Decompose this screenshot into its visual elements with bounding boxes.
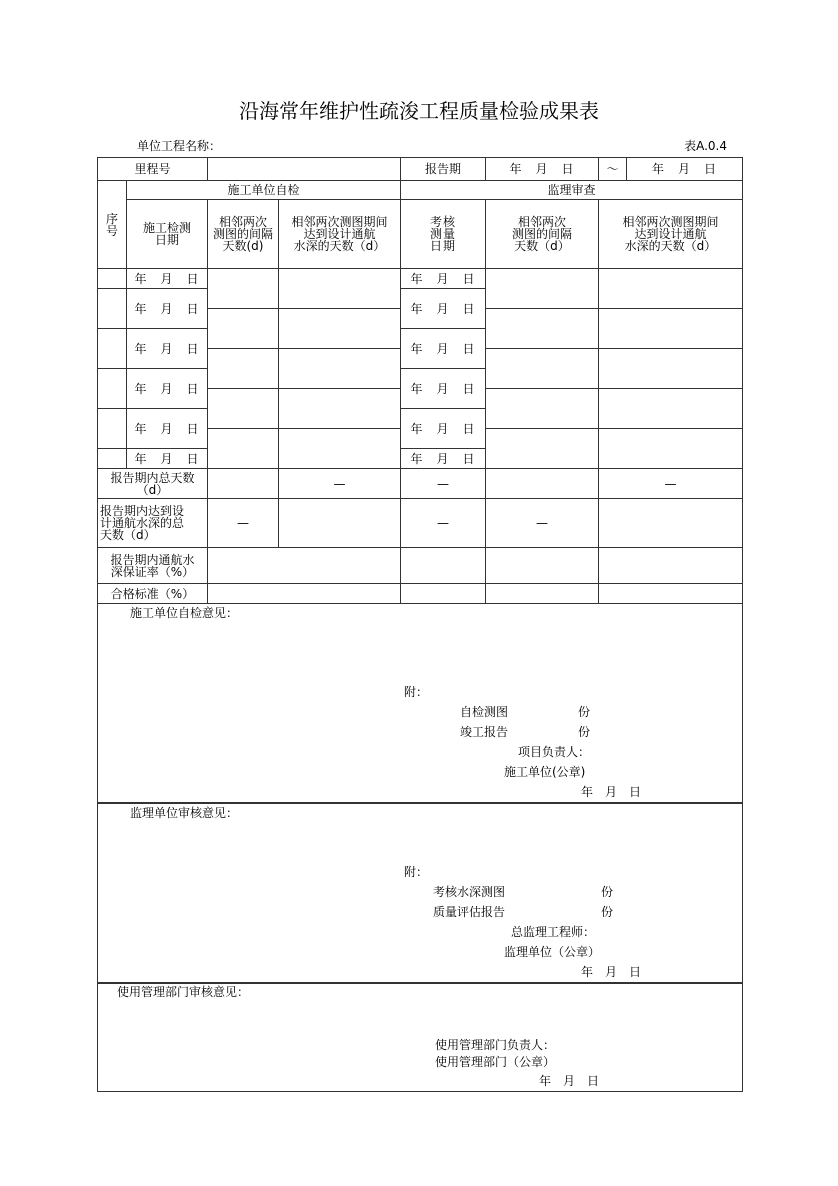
supervisor-date-cell[interactable]: 年 月 日 (400, 368, 486, 409)
contractor-days-cell[interactable] (278, 348, 401, 389)
supervisor-attach-copies1: 份 (601, 885, 614, 899)
standard-cell[interactable] (400, 583, 486, 604)
contractor-interval-cell[interactable] (207, 428, 279, 469)
supervisor-attach-item2: 质量评估报告 (433, 905, 506, 919)
col-contractor-date: 施工检测 日期 (126, 199, 208, 269)
col-supervisor-interval: 相邻两次 测图的间隔 天数（d） (485, 199, 599, 269)
total-days-label: 报告期内总天数 （d） (97, 468, 208, 499)
contractor-date-cell[interactable]: 年 月 日 (126, 408, 208, 449)
dash-cell: — (400, 498, 486, 548)
contractor-opinion-heading: 施工单位自检意见： (130, 606, 239, 620)
user-opinion-heading: 使用管理部门审核意见： (117, 985, 250, 999)
supervisor-days-cell[interactable] (598, 388, 743, 429)
report-period-to[interactable]: 年 月 日 (626, 157, 743, 181)
seq-cell[interactable] (97, 448, 127, 469)
dash-cell: — (278, 468, 401, 499)
contractor-date-cell[interactable]: 年 月 日 (126, 368, 208, 409)
supervisor-interval-cell[interactable] (485, 308, 599, 349)
form-code: 表A.0.4 (684, 139, 727, 153)
supervisor-opinion-heading: 监理单位审核意见： (130, 806, 239, 820)
contractor-seal-label: 施工单位(公章) (504, 765, 586, 779)
contractor-opinion-section[interactable] (97, 603, 743, 804)
contractor-attach-item2: 竣工报告 (460, 725, 509, 739)
supervisor-seal-label: 监理单位（公章） (504, 945, 601, 959)
total-reach-days-supervisor[interactable] (598, 498, 743, 548)
standard-cell[interactable] (485, 583, 599, 604)
supervisor-interval-cell[interactable] (485, 428, 599, 469)
col-supervisor-date: 考核 测量 日期 (400, 199, 486, 269)
report-period-from[interactable]: 年 月 日 (485, 157, 599, 181)
user-seal-label: 使用管理部门（公章） (435, 1055, 556, 1069)
supervisor-group-header: 监理审查 (400, 180, 743, 200)
contractor-days-cell[interactable] (278, 308, 401, 349)
standard-label: 合格标准（%） (97, 583, 208, 604)
dash-cell: — (598, 468, 743, 499)
supervisor-date-cell[interactable]: 年 月 日 (400, 288, 486, 329)
form-title: 沿海常年维护性疏浚工程质量检验成果表 (239, 99, 599, 123)
contractor-interval-cell[interactable] (207, 388, 279, 429)
guarantee-rate-contractor[interactable] (207, 547, 401, 584)
guarantee-rate-cell[interactable] (598, 547, 743, 584)
supervisor-days-cell[interactable] (598, 428, 743, 469)
supervisor-date-cell[interactable]: 年 月 日 (400, 328, 486, 369)
contractor-date-cell[interactable]: 年 月 日 (126, 328, 208, 369)
seq-cell[interactable] (97, 288, 127, 329)
contractor-group-header: 施工单位自检 (126, 180, 401, 200)
supervisor-interval-cell[interactable] (485, 348, 599, 389)
total-reach-days-contractor[interactable] (278, 498, 401, 548)
total-reach-days-label: 报告期内达到设 计通航水深的总 天数（d） (97, 498, 208, 548)
seq-cell[interactable] (97, 328, 127, 369)
contractor-attach-label: 附： (404, 685, 429, 699)
mileage-input[interactable] (207, 157, 401, 181)
supervisor-attach-copies2: 份 (601, 905, 614, 919)
contractor-date-cell[interactable]: 年 月 日 (126, 288, 208, 329)
contractor-interval-cell[interactable] (207, 348, 279, 389)
supervisor-date-cell[interactable]: 年 月 日 (400, 408, 486, 449)
seq-cell[interactable] (97, 408, 127, 449)
total-days-contractor-interval[interactable] (207, 468, 279, 499)
user-date: 年 月 日 (539, 1074, 600, 1088)
mileage-label: 里程号 (97, 157, 208, 181)
supervisor-days-cell[interactable] (598, 348, 743, 389)
supervisor-date-cell[interactable]: 年 月 日 (400, 268, 486, 289)
unit-project-label: 单位工程名称： (137, 139, 222, 153)
report-period-label: 报告期 (400, 157, 486, 181)
standard-cell[interactable] (598, 583, 743, 604)
col-contractor-interval: 相邻两次 测图的间隔 天数(d) (207, 199, 279, 269)
user-manager-label: 使用管理部门负责人： (435, 1038, 556, 1052)
contractor-interval-cell[interactable] (207, 268, 279, 309)
supervisor-attach-item1: 考核水深测图 (433, 885, 506, 899)
seq-header: 序 号 (97, 180, 127, 269)
supervisor-days-cell[interactable] (598, 308, 743, 349)
supervisor-date-cell[interactable]: 年 月 日 (400, 448, 486, 469)
guarantee-rate-cell[interactable] (400, 547, 486, 584)
contractor-interval-cell[interactable] (207, 308, 279, 349)
total-days-supervisor-interval[interactable] (485, 468, 599, 499)
contractor-date-cell[interactable]: 年 月 日 (126, 268, 208, 289)
contractor-date: 年 月 日 (581, 785, 642, 799)
contractor-days-cell[interactable] (278, 388, 401, 429)
contractor-attach-copies2: 份 (578, 725, 591, 739)
chief-engineer-label: 总监理工程师： (511, 925, 596, 939)
contractor-manager-label: 项目负责人： (518, 745, 591, 759)
contractor-date-cell[interactable]: 年 月 日 (126, 448, 208, 469)
supervisor-opinion-section[interactable] (97, 802, 743, 984)
col-supervisor-days: 相邻两次测图期间 达到设计通航 水深的天数（d） (598, 199, 743, 269)
dash-cell: — (207, 498, 279, 548)
col-contractor-days: 相邻两次测图期间 达到设计通航 水深的天数（d） (278, 199, 401, 269)
period-separator: ～ (598, 157, 627, 181)
contractor-days-cell[interactable] (278, 428, 401, 469)
supervisor-interval-cell[interactable] (485, 268, 599, 309)
seq-cell[interactable] (97, 368, 127, 409)
standard-contractor[interactable] (207, 583, 401, 604)
contractor-days-cell[interactable] (278, 268, 401, 309)
guarantee-rate-cell[interactable] (485, 547, 599, 584)
supervisor-date: 年 月 日 (581, 965, 642, 979)
supervisor-days-cell[interactable] (598, 268, 743, 309)
seq-cell[interactable] (97, 268, 127, 289)
dash-cell: — (485, 498, 599, 548)
supervisor-attach-label: 附： (404, 865, 429, 879)
contractor-attach-item1: 自检测图 (460, 705, 509, 719)
contractor-attach-copies1: 份 (578, 705, 591, 719)
supervisor-interval-cell[interactable] (485, 388, 599, 429)
guarantee-rate-label: 报告期内通航水 深保证率（%） (97, 547, 208, 584)
dash-cell: — (400, 468, 486, 499)
